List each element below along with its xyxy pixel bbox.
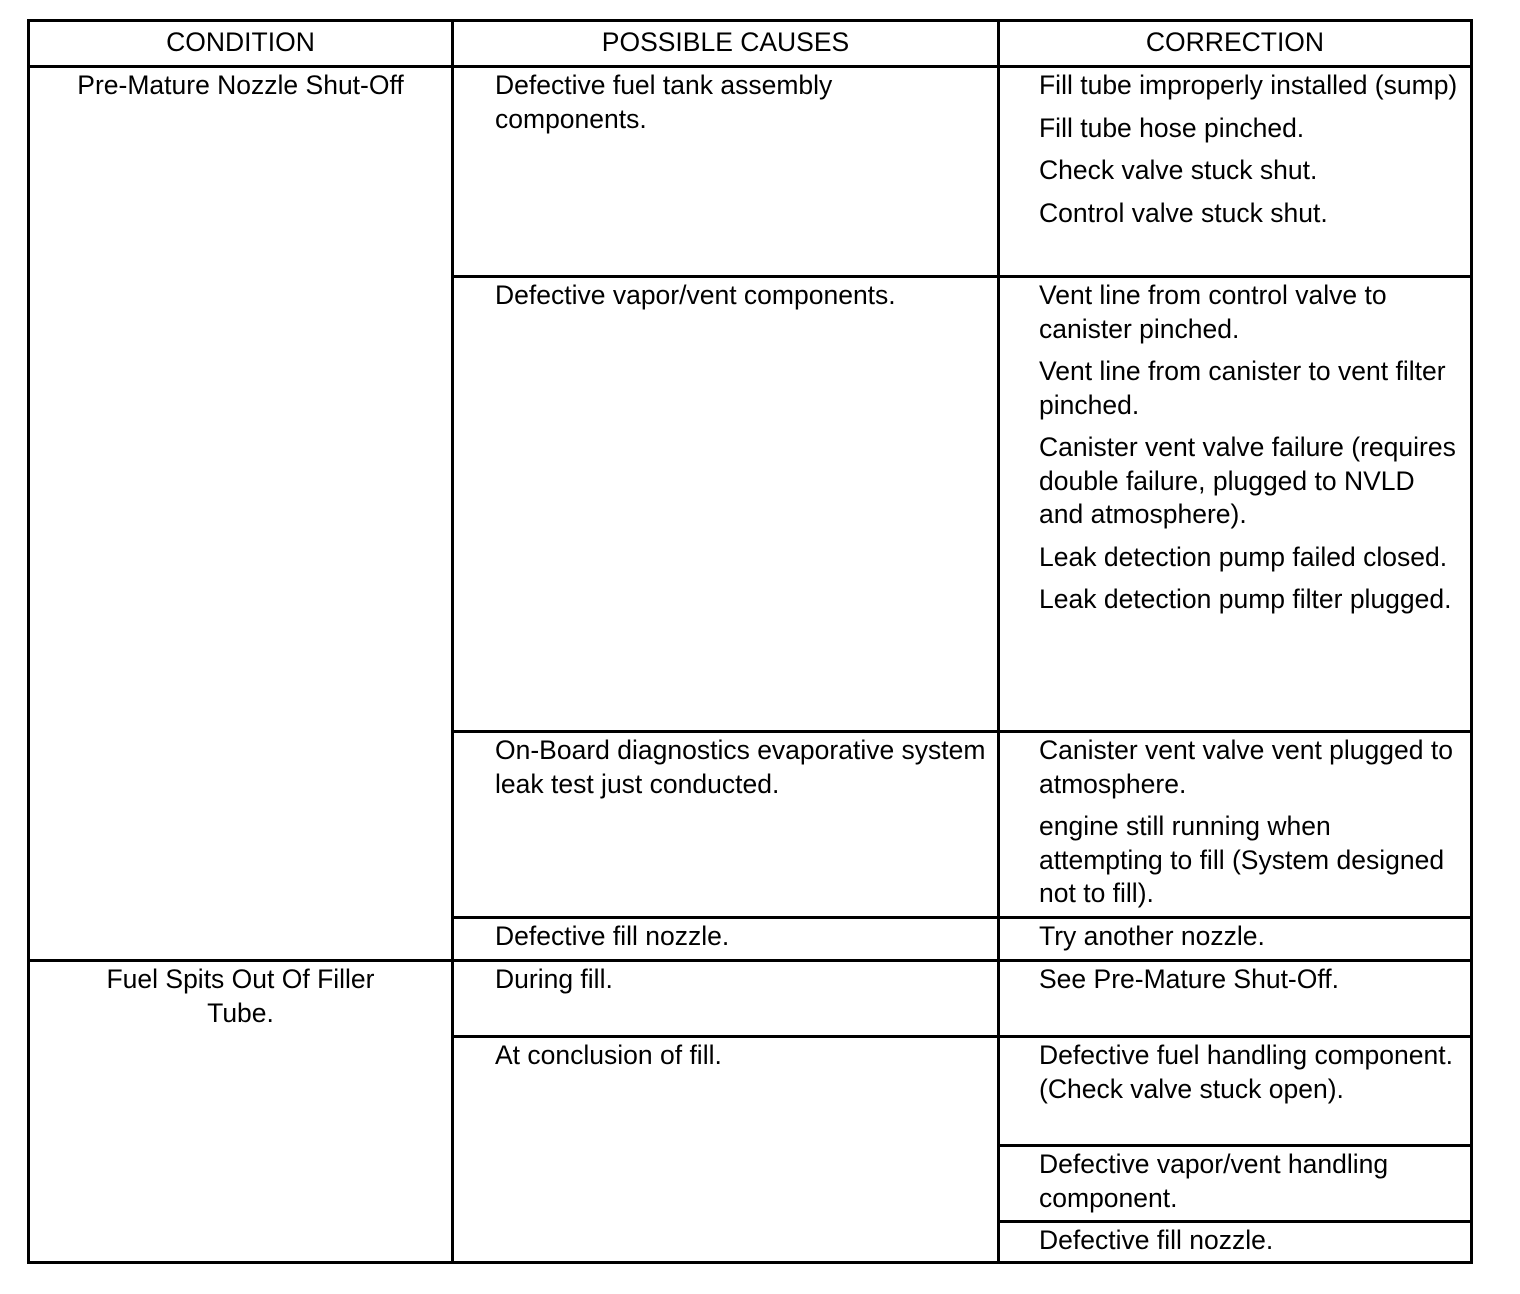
correction-item: engine still running when attempting to fill (System designed not to fill). xyxy=(1039,811,1445,908)
column-divider xyxy=(451,22,454,1261)
correction-cell xyxy=(1000,963,1470,1006)
correction-item: Vent line from canister to vent filter pinched. xyxy=(1039,356,1446,420)
correction-item: Leak detection pump failed closed. xyxy=(1039,541,1448,572)
correction-item: Canister vent valve failure (requires double failure, plugged to NVLD and atmosphere). xyxy=(1039,432,1456,529)
diagnosis-table xyxy=(27,19,1473,1264)
header-correction: CORRECTION xyxy=(1145,27,1325,57)
condition-cell: Fuel Spits Out Of Filler Tube. xyxy=(106,964,375,1028)
cause-cell: Defective fill nozzle. xyxy=(495,921,730,951)
cause-cell: During fill. xyxy=(495,964,613,994)
correction-item: Fill tube hose pinched. xyxy=(1039,112,1305,143)
correction-cell xyxy=(1000,734,1470,920)
cause-cell: On-Board diagnostics evaporative system leak test just conducted. xyxy=(495,735,986,799)
correction-cell xyxy=(1000,920,1470,963)
correction-item: See Pre-Mature Shut-Off. xyxy=(1039,964,1339,994)
correction-item: Leak detection pump filter plugged. xyxy=(1039,584,1452,614)
correction-item: Defective fuel handling component. (Check valve stuck open). xyxy=(1039,1040,1453,1104)
correction-cell xyxy=(1000,1039,1470,1115)
cause-cell: Defective vapor/vent components. xyxy=(495,280,896,310)
correction-item: Vent line from control valve to canister pinched. xyxy=(1039,280,1387,344)
header-condition: CONDITION xyxy=(166,27,315,57)
row-divider xyxy=(997,1144,1470,1147)
correction-item: Canister vent valve vent plugged to atmosphere. xyxy=(1039,735,1453,799)
header-possible-causes: POSSIBLE CAUSES xyxy=(601,27,850,57)
correction-cell xyxy=(1000,1224,1470,1267)
correction-item: Defective vapor/vent handling component. xyxy=(1039,1149,1389,1213)
correction-item: Fill tube improperly installed (sump) xyxy=(1039,70,1458,100)
cause-cell: Defective fuel tank assembly components. xyxy=(495,70,833,134)
cause-cell: At conclusion of fill. xyxy=(495,1040,722,1070)
correction-cell xyxy=(1000,69,1470,239)
correction-item: Check valve stuck shut. xyxy=(1039,155,1318,185)
row-divider xyxy=(451,275,1470,278)
header-divider xyxy=(30,65,1470,68)
correction-cell xyxy=(1000,279,1470,626)
condition-cell: Pre-Mature Nozzle Shut-Off xyxy=(77,70,404,100)
correction-cell xyxy=(1000,1148,1470,1224)
row-divider xyxy=(451,730,1470,733)
correction-item: Defective fill nozzle. xyxy=(1039,1225,1274,1255)
correction-item: Control valve stuck shut. xyxy=(1039,197,1328,228)
correction-item: Try another nozzle. xyxy=(1039,921,1265,951)
row-divider xyxy=(451,1035,1470,1038)
